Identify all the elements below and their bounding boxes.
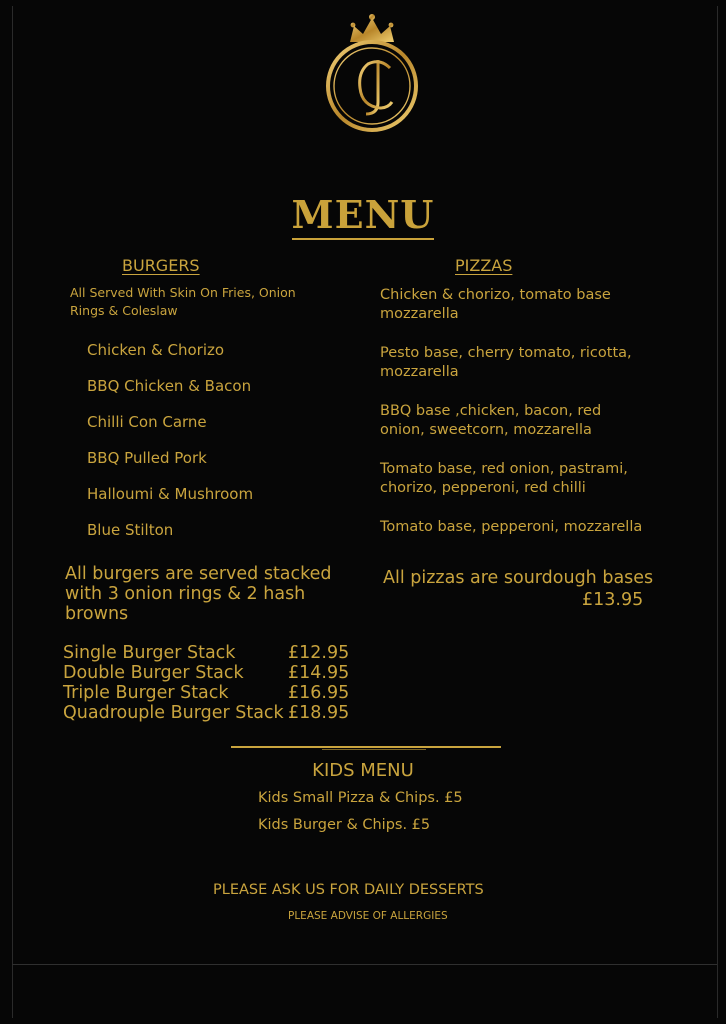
- burgers-heading: BURGERS: [122, 256, 200, 275]
- kids-item: Kids Burger & Chips. £5: [258, 817, 431, 833]
- stack-name: Double Burger Stack: [63, 663, 244, 683]
- stack-price: £18.95: [288, 703, 350, 723]
- kids-heading: KIDS MENU: [312, 760, 414, 781]
- burgers-stacked-note-line: browns: [65, 604, 129, 624]
- stack-name: Triple Burger Stack: [63, 683, 229, 703]
- pizza-item-line: BBQ base ,chicken, bacon, red: [380, 403, 602, 419]
- pizzas-heading: PIZZAS: [455, 256, 513, 275]
- menu-title: MENU: [0, 192, 726, 237]
- kids-divider: [231, 746, 501, 748]
- desserts-note: PLEASE ASK US FOR DAILY DESSERTS: [213, 882, 484, 898]
- burger-item: Blue Stilton: [87, 521, 174, 539]
- burgers-stacked-note-line: with 3 onion rings & 2 hash: [65, 584, 306, 604]
- bottom-divider: [12, 964, 717, 965]
- stack-name: Single Burger Stack: [63, 643, 236, 663]
- burger-item: Chilli Con Carne: [87, 413, 207, 431]
- stack-price: £12.95: [288, 643, 350, 663]
- burger-item: BBQ Pulled Pork: [87, 449, 207, 467]
- burgers-stacked-note-line: All burgers are served stacked: [65, 564, 332, 584]
- pizza-item-line: Tomato base, red onion, pastrami,: [380, 461, 628, 477]
- pizza-item-line: Pesto base, cherry tomato, ricotta,: [380, 345, 632, 361]
- burger-item: BBQ Chicken & Bacon: [87, 377, 252, 395]
- stack-price: £16.95: [288, 683, 350, 703]
- crown-icon: [350, 14, 394, 42]
- stack-price: £14.95: [288, 663, 350, 683]
- burgers-note-line: All Served With Skin On Fries, Onion: [70, 285, 296, 300]
- jc-crown-logo: [322, 10, 422, 134]
- pizza-item-line: chorizo, pepperoni, red chilli: [380, 480, 586, 496]
- pizza-item-line: Tomato base, pepperoni, mozzarella: [380, 519, 643, 535]
- kids-item: Kids Small Pizza & Chips. £5: [258, 790, 463, 806]
- kids-divider-accent: [322, 749, 426, 750]
- pizza-item-line: mozzarella: [380, 364, 459, 380]
- allergy-note: PLEASE ADVISE OF ALLERGIES: [288, 910, 448, 922]
- stack-name: Quadrouple Burger Stack: [63, 703, 284, 723]
- pizzas-price: £13.95: [582, 590, 644, 610]
- pizzas-base-note: All pizzas are sourdough bases: [383, 568, 654, 588]
- page-frame: [12, 6, 718, 1018]
- burger-item: Halloumi & Mushroom: [87, 485, 254, 503]
- pizza-item-line: Chicken & chorizo, tomato base: [380, 287, 611, 303]
- pizza-item-line: mozzarella: [380, 306, 459, 322]
- pizza-item-line: onion, sweetcorn, mozzarella: [380, 422, 592, 438]
- burgers-note-line: Rings & Coleslaw: [70, 303, 178, 318]
- burger-item: Chicken & Chorizo: [87, 341, 225, 359]
